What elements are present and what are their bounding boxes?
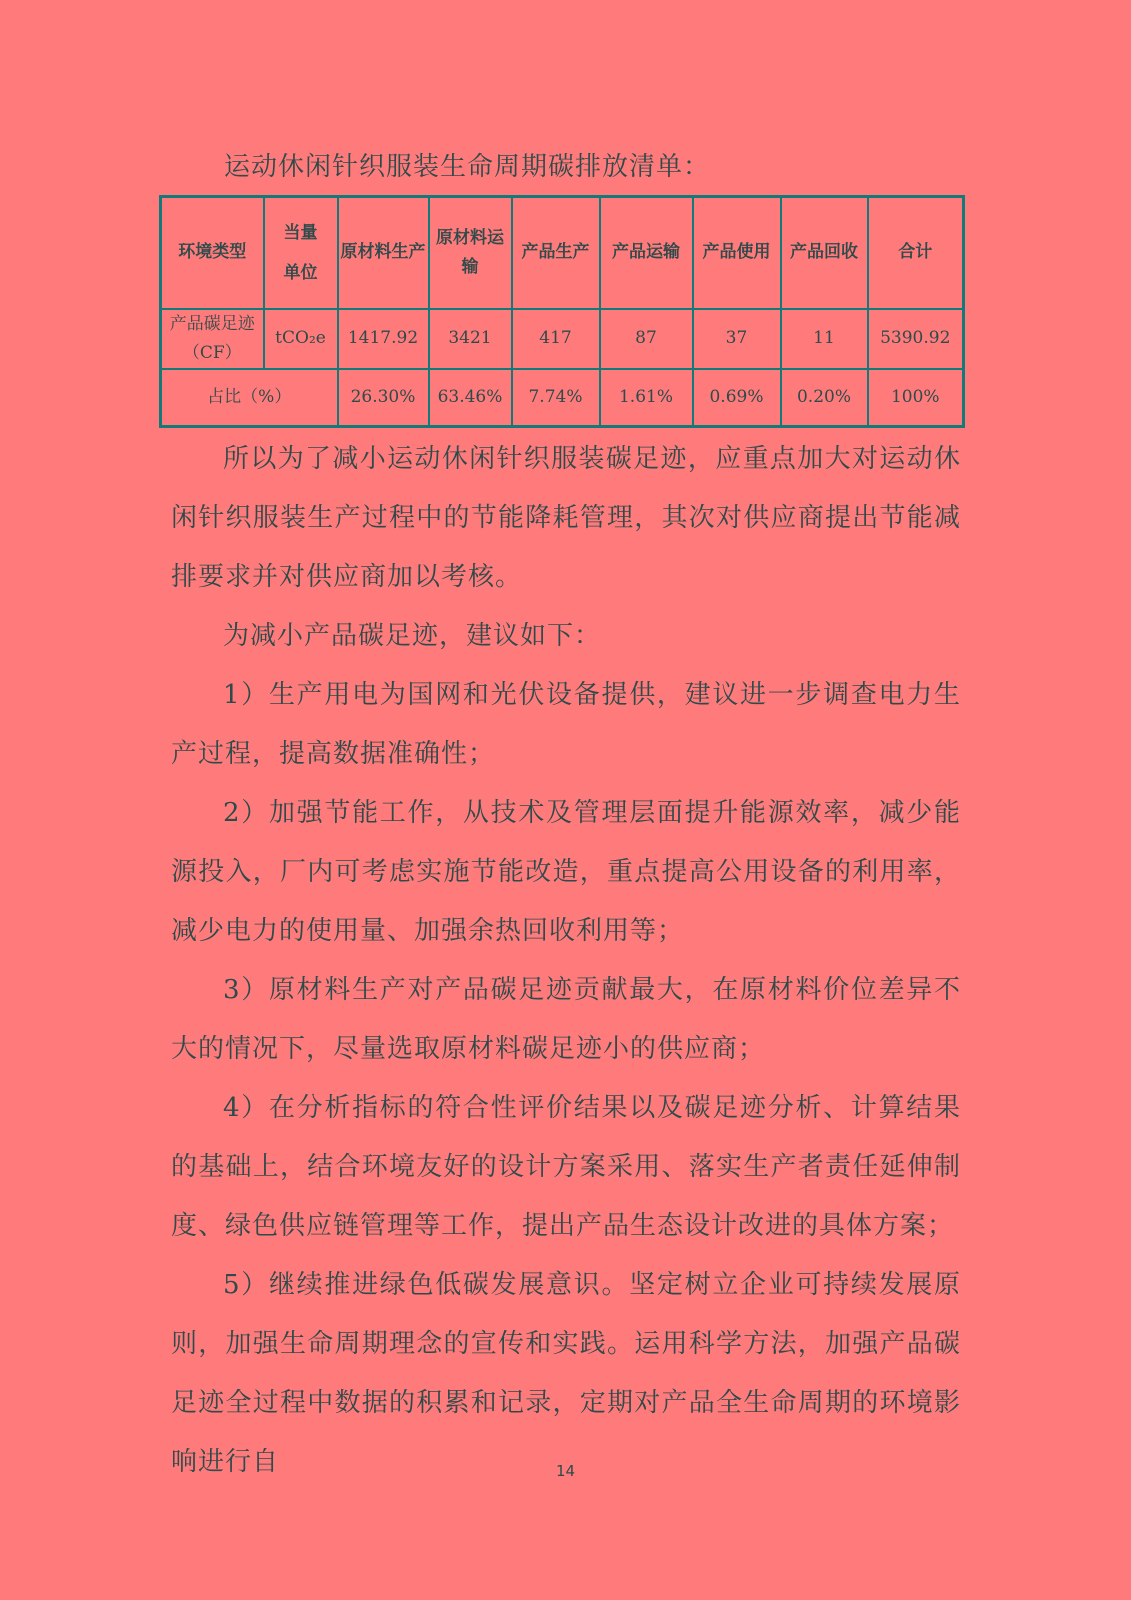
header-unit-line2: 单位 xyxy=(283,262,318,283)
header-raw-production: 原材料生产 xyxy=(338,197,429,309)
paragraph: 所以为了减小运动休闲针织服装碳足迹，应重点加大对运动休闲针织服装生产过程中的节能降耗管理，其次对供应商提出节能减排要求并对供应商加以考核。 xyxy=(171,444,961,592)
table-row-carbon-footprint xyxy=(161,309,964,369)
paragraph: 为减小产品碳足迹，建议如下： xyxy=(223,621,602,651)
header-unit-line1: 当量 xyxy=(283,222,318,243)
cf-product-recycle: 11 xyxy=(781,309,868,369)
header-unit xyxy=(264,197,338,309)
emissions-table xyxy=(159,195,965,428)
cf-product-transport: 87 xyxy=(600,309,693,369)
share-label: 占比（%） xyxy=(161,369,338,427)
share-raw-transport: 63.46% xyxy=(429,369,512,427)
paragraph: 4）在分析指标的符合性评价结果以及碳足迹分析、计算结果的基础上，结合环境友好的设计方案采用、落实生产者责任延伸制度、绿色供应链管理等工作，提出产品生态设计改进的具体方案； xyxy=(171,1093,961,1241)
cf-raw-transport: 3421 xyxy=(429,309,512,369)
cf-total: 5390.92 xyxy=(868,309,964,369)
share-product-transport: 1.61% xyxy=(600,369,693,427)
cf-raw-production: 1417.92 xyxy=(338,309,429,369)
header-total: 合计 xyxy=(868,197,964,309)
table-header-row xyxy=(161,197,964,309)
paragraph: 1）生产用电为国网和光伏设备提供，建议进一步调查电力生产过程，提高数据准确性； xyxy=(171,680,961,769)
share-raw-production: 26.30% xyxy=(338,369,429,427)
paragraph: 3）原材料生产对产品碳足迹贡献最大，在原材料价位差异不大的情况下，尽量选取原材料碳足迹小的供应商； xyxy=(171,975,961,1064)
share-product-recycle: 0.20% xyxy=(781,369,868,427)
header-env-type: 环境类型 xyxy=(161,197,264,309)
share-product-use: 0.69% xyxy=(693,369,781,427)
cf-label: 产品碳足迹（CF） xyxy=(161,309,264,369)
share-product-production: 7.74% xyxy=(512,369,600,427)
paragraph: 2）加强节能工作，从技术及管理层面提升能源效率，减少能源投入，厂内可考虑实施节能改造，重点提高公用设备的利用率，减少电力的使用量、加强余热回收利用等； xyxy=(171,798,961,946)
header-product-transport: 产品运输 xyxy=(600,197,693,309)
header-product-recycle: 产品回收 xyxy=(781,197,868,309)
header-product-production: 产品生产 xyxy=(512,197,600,309)
table-title: 运动休闲针织服装生命周期碳排放清单： xyxy=(224,152,711,182)
table-row-share xyxy=(161,369,964,427)
cf-unit: tCO₂e xyxy=(264,309,338,369)
header-raw-transport: 原材料运输 xyxy=(429,197,512,309)
cf-product-use: 37 xyxy=(693,309,781,369)
page-number: 14 xyxy=(555,1462,576,1480)
cf-product-production: 417 xyxy=(512,309,600,369)
body-text xyxy=(171,430,961,1492)
share-total: 100% xyxy=(868,369,964,427)
header-product-use: 产品使用 xyxy=(693,197,781,309)
paragraph: 5）继续推进绿色低碳发展意识。坚定树立企业可持续发展原则，加强生命周期理念的宣传和实践。运用科学方法，加强产品碳足迹全过程中数据的积累和记录，定期对产品全生命周期的环境影响进行自 xyxy=(171,1270,961,1477)
